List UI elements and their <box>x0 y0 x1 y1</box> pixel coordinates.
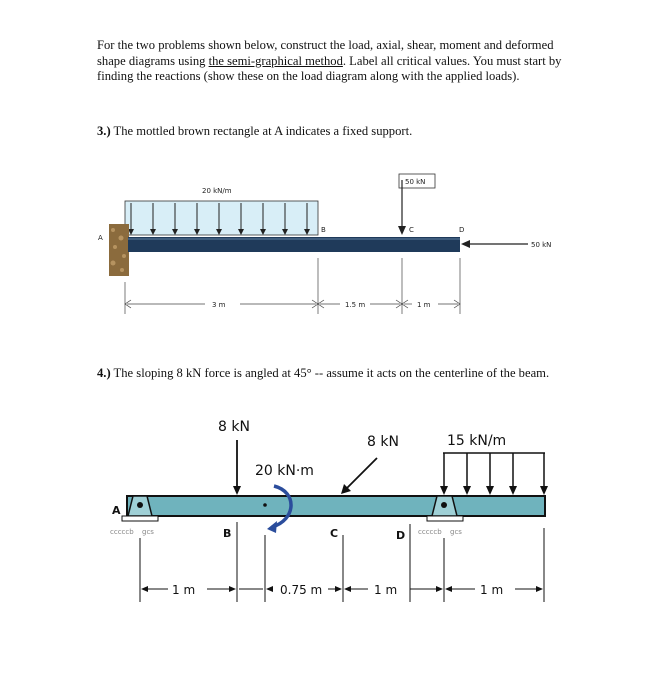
p4-distributed-arrows <box>443 453 545 488</box>
p4-dim-0-75m: 0.75 m <box>280 583 323 597</box>
instructions-text-1: For the two problems shown below, construct the load, axial, shear, moment and deformed shape diagrams using <box>97 38 554 68</box>
p4-dim-1m-c: 1 m <box>480 583 504 597</box>
p3-dim-1-5m: 1.5 m <box>345 301 366 309</box>
problem-4-number: 4.) <box>97 366 111 380</box>
svg-text:gcs: gcs <box>142 528 154 536</box>
p4-dim-1m-b: 1 m <box>374 583 398 597</box>
p4-point-d: D <box>396 529 406 542</box>
problem-3-text: The mottled brown rectangle at A indicates a fixed support. <box>110 124 413 138</box>
semi-graphical-method-link[interactable]: the semi-graphical method <box>208 53 343 68</box>
p4-sloped-load-arrow <box>346 458 377 489</box>
svg-text:gcs: gcs <box>450 528 462 536</box>
p4-moment-label: 20 kN·m <box>255 463 314 479</box>
p4-beam <box>127 496 545 516</box>
p3-distributed-load-label: 20 kN/m <box>202 187 232 195</box>
p4-point-c: C <box>330 527 339 540</box>
p3-dim-3m: 3 m <box>212 301 226 309</box>
p3-dim-1m: 1 m <box>417 301 431 309</box>
p4-sloped-load-label: 8 kN <box>367 434 399 450</box>
p3-axial-load-label: 50 kN <box>531 241 552 249</box>
problem-4-text: The sloping 8 kN force is angled at 45° -- assume it acts on the centerline of the beam. <box>110 366 550 380</box>
p3-point-a: A <box>98 234 103 242</box>
p4-point-a: A <box>112 504 121 517</box>
problem-3-number: 3.) <box>97 124 111 138</box>
instructions-text-2: . Label all critical values. You must start by finding the reactions (show these on the load diagram along with the applied loads). <box>97 53 562 83</box>
svg-text:cccccb: cccccb <box>418 528 442 536</box>
p3-point-load-label: 50 kN <box>405 178 426 186</box>
svg-text:cccccb: cccccb <box>110 528 134 536</box>
p4-vertical-load-label: 8 kN <box>218 419 250 435</box>
p4-distributed-load-label: 15 kN/m <box>447 433 507 449</box>
p3-point-c: C <box>409 226 414 234</box>
p3-point-d: D <box>459 226 465 234</box>
p3-point-b: B <box>321 226 326 234</box>
p4-dim-1m-a: 1 m <box>172 583 196 597</box>
p4-point-b: B <box>223 527 232 540</box>
